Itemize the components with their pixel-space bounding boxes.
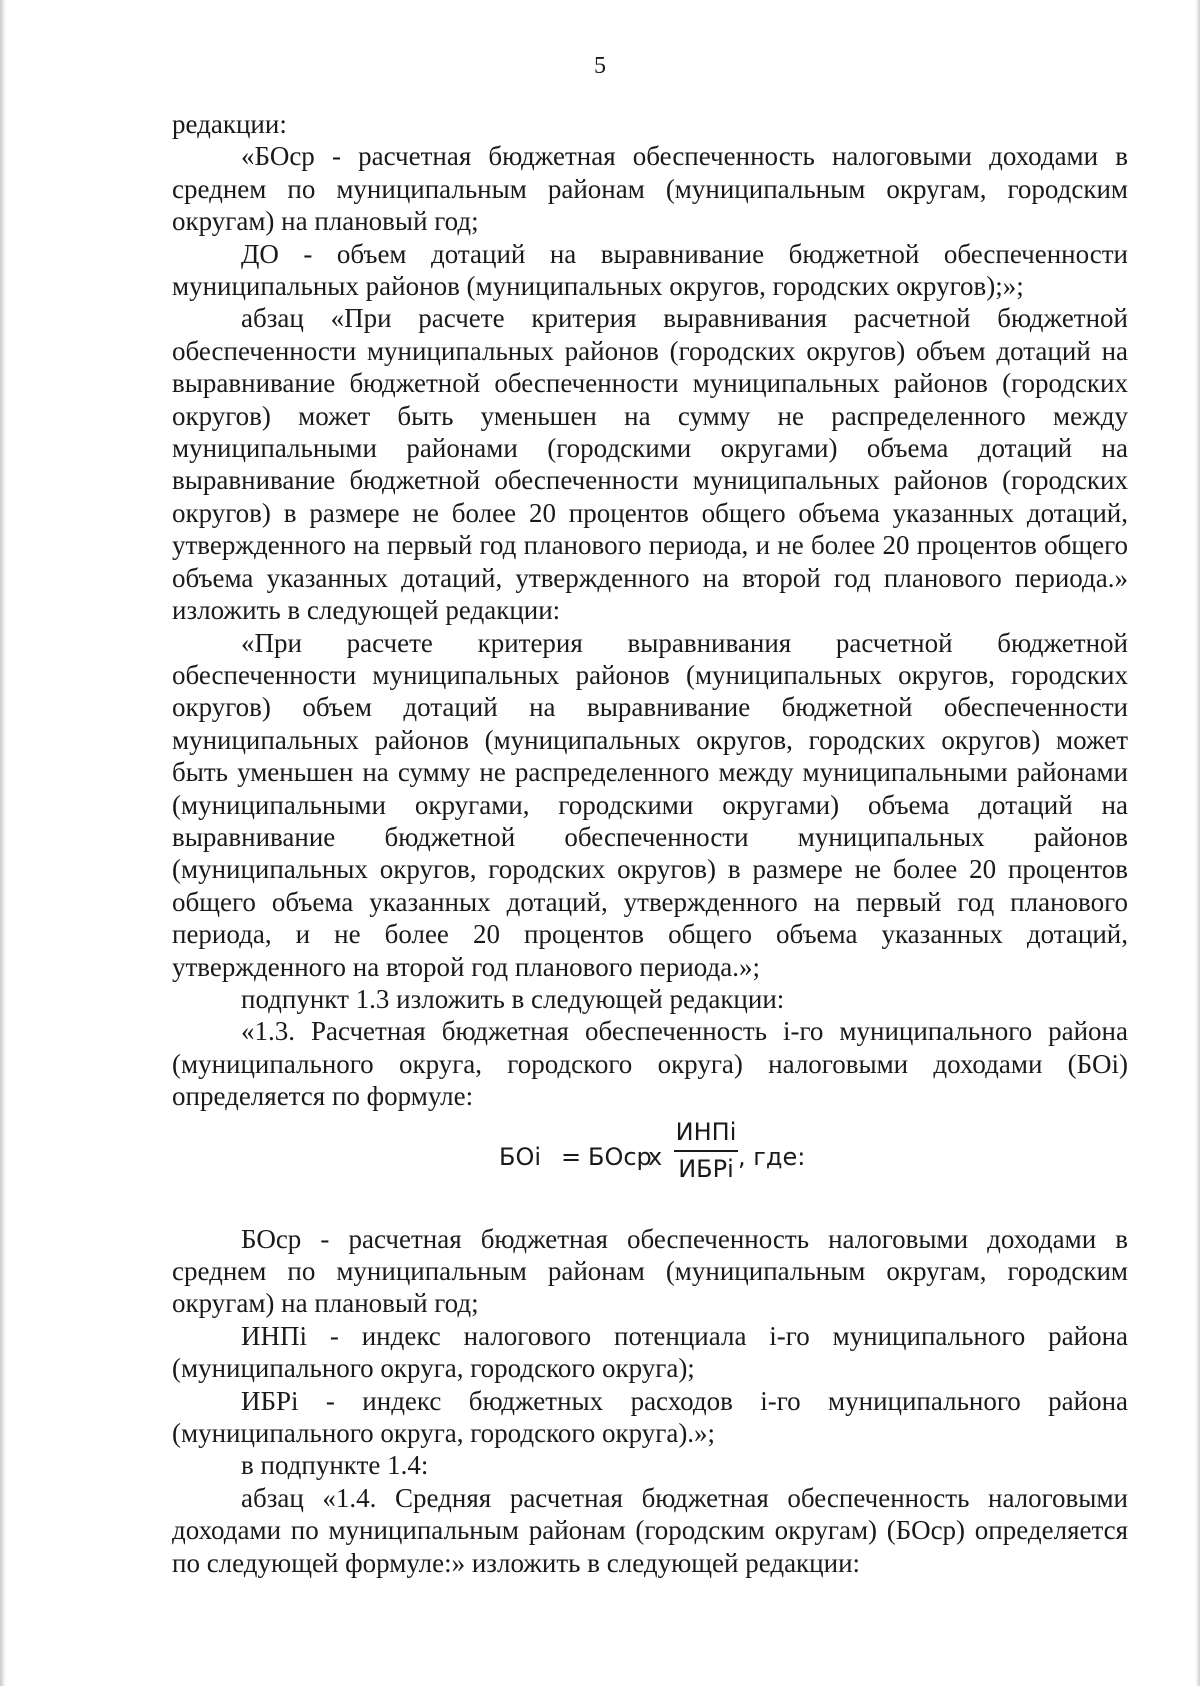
formula-lhs: БОi (499, 1142, 542, 1171)
paragraph: в подпункте 1.4: (241, 1450, 429, 1481)
formula-numerator: ИНПi (675, 1117, 737, 1146)
page-number: 5 (594, 53, 606, 79)
formula (172, 1117, 1128, 1197)
formula-suffix: , где: (738, 1142, 806, 1171)
paragraph: «1.3. Расчетная бюджетная обеспеченность i-го муниципального района (муниципального округа, городского округа) налоговыми доходами (БОi) определяется по формуле: (172, 1016, 1128, 1112)
formula-fraction (674, 1117, 738, 1184)
fraction-bar (674, 1150, 738, 1152)
paragraph: редакции: (172, 109, 287, 139)
paragraph: ДО - объем дотаций на выравнивание бюджетной обеспеченности муниципальных районов (муниципальных округов, городских округов);»; (172, 238, 1128, 302)
formula-denominator: ИБРi (678, 1154, 734, 1183)
scan-edge-left (0, 0, 6, 1686)
paragraph: ИНПi - индекс налогового потенциала i-го муниципального района (муниципального округа, городского округа); (172, 1320, 1128, 1384)
paragraph: «При расчете критерия выравнивания расчетной бюджетной обеспеченности муниципальных районов (муниципальных округов, городских округов) объем дотаций на выравнивание бюджетной обеспеченности муниципальных районов (муниципальных округов, городских округов) может быть уменьшен на сумму не распределенного между муниципальными районами (муниципальными округами, городскими округами) объема дотаций на выравнивание бюджетной обеспеченности муниципальных районов (муниципальных округов, городских округов) в размере не более 20 процентов общего объема указанных дотаций, утвержденного на первый год планового периода, и не более 20 процентов общего объема указанных дотаций, утвержденного на второй год планового периода.»; (172, 627, 1128, 982)
formula-equals: = (561, 1142, 582, 1171)
paragraph: абзац «1.4. Средняя расчетная бюджетная обеспеченность налоговыми доходами по муниципальным районам (городским округам) (БОср) определяется по следующей формуле:» изложить в следующей редакции: (172, 1482, 1128, 1578)
paragraph: БОср - расчетная бюджетная обеспеченность налоговыми доходами в среднем по муниципальным районам (муниципальным округам, городским округам) на плановый год; (172, 1223, 1128, 1319)
document-body (172, 108, 1128, 1579)
formula-times: x (648, 1142, 663, 1171)
paragraph: подпункт 1.3 изложить в следующей редакции: (241, 983, 785, 1014)
paragraph: ИБРi - индекс бюджетных расходов i-го муниципального района (муниципального округа, городского округа).»; (172, 1385, 1128, 1449)
scan-edge-right (1195, 0, 1200, 1686)
formula-base: БОср (588, 1142, 652, 1171)
paragraph: «БОср - расчетная бюджетная обеспеченность налоговыми доходами в среднем по муниципальным районам (муниципальным округам, городским округам) на плановый год; (172, 141, 1128, 237)
paragraph: абзац «При расчете критерия выравнивания расчетной бюджетной обеспеченности муниципальных районов (городских округов) объем дотаций на выравнивание бюджетной обеспеченности муниципальных районов (городских округов) может быть уменьшен на сумму не распределенного между муниципальными районами (городскими округами) объема дотаций на выравнивание бюджетной обеспеченности муниципальных районов (городских округов) в размере не более 20 процентов общего объема указанных дотаций, утвержденного на первый год планового периода, и не более 20 процентов общего объема указанных дотаций, утвержденного на второй год планового периода.» изложить в следующей редакции: (172, 303, 1128, 626)
